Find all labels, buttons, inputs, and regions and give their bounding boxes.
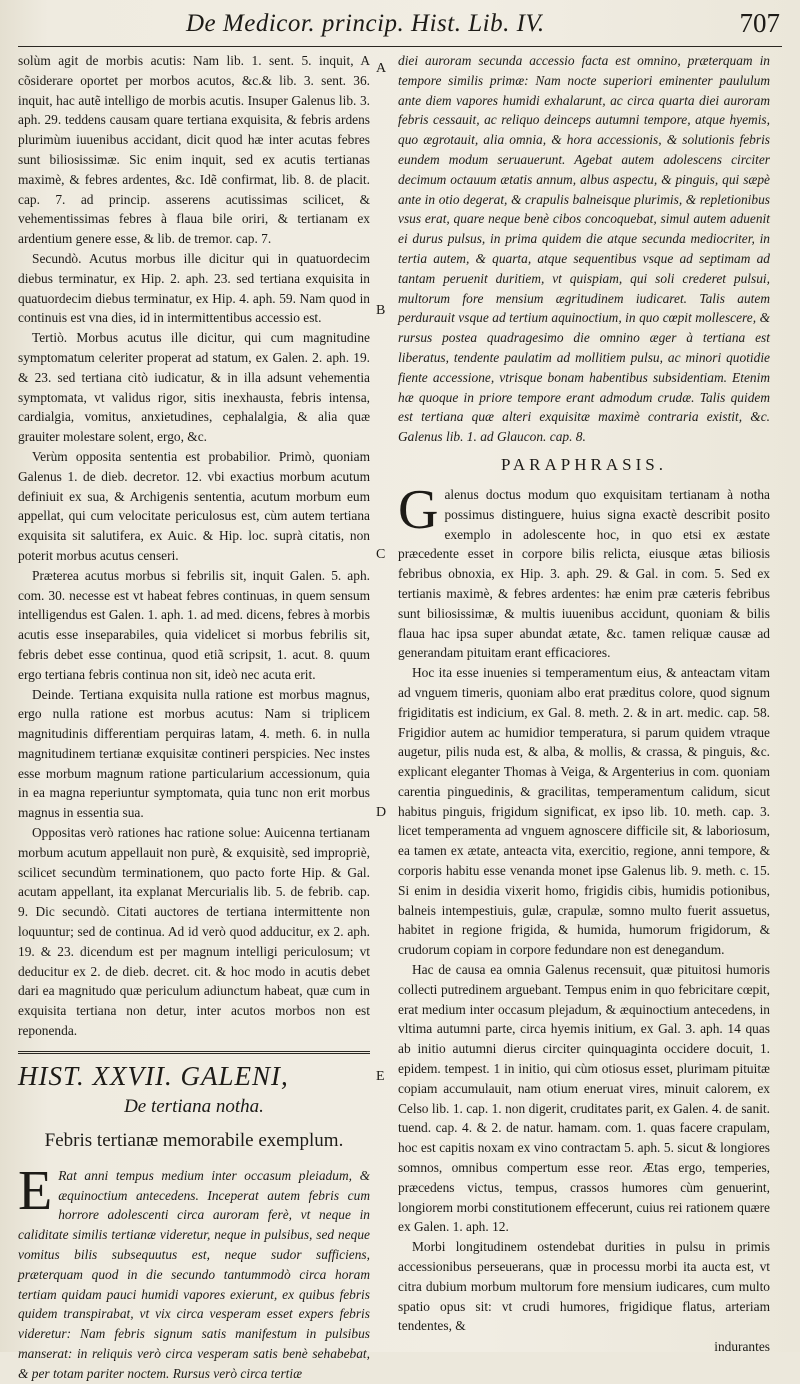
body-paragraph: diei auroram secunda accessio facta est omnino, præterquam in tempore similis primæ: Nam nocte superiori eminenter paululum ante diem vapores humidi exhalarunt, ac circa quarta diei auroram febris cessauit, ac reliquo deinceps autumni tempore, atque hyemis, quo ægrotauit, alia omnia, & hora accessionis, & solutionis febris eundem modum seruauerunt. Agebat autem adolescens circiter decimum octauum ætatis annum, albus aspectu, & pinguis, qui sæpè ante in otio degerat, & crapulis balneisque plurimis, & repletionibus vsus erat, quare neque benè cibos concoquebat, simul autem aduenit ei durus pulsus, in prima quidem die atque secunda mediocriter, in tertia autem, & quarta, atque sequentibus vsque ad septimam ad tantam peruenit duritiem, vt quispiam, qui soli crederet pulsui, multorum fore mensium ægritudinem iudicaret. Talis autem perdurauit vsque ad tertium aquinoctium, in quo cœpit mollescere, & rursus postea quadragesimo die omnino æger à tertiana est liberatus, tendente paulatim ad mollitiem pulsu, ac minori quotidie fiente accessione, vtrisque bonam habentibus subsidentiam. Etenim hæ quoque in priore tempore erant admodum crudæ. Talis quidem est tertiana quæ alteri exquisitæ maximè contraria existit, &c. Galenus lib. 1. ad Glaucon. cap. 8. — [398, 53, 770, 445]
history-title: HIST. XXVII. GALENI, — [18, 1060, 289, 1091]
body-paragraph: Hoc ita esse inuenies si temperamentum eius, & anteactam vitam ad vnguem timeris, quoniam albo erat præditus colore, quod signum frigiditatis est indicium, ex Gal. 8. meth. 2. & in art. medic. cap. 58. Frigidior autem ac humidior temperatura, si parum quidem vtraque augetur, pilis nuda est, & alba, & mollis, & crassa, & pinguis, &c. explicant eleganter Thomas à Veiga, & Argenterius in com. quoniam carentia pinguedinis, & gracilitas, temperamentum calidum, sicut habitus pinguis, frigidum significat, ex ipso lib. 10. meth. cap. 3. licet temperamenta ad vnguem agnoscere difficile sit, & laboriosum, ea tamen ex ætate, anteacta vita, exercitio, regione, anni tempore, & corporis habitu esse venanda monet ipse Galenus lib. 9. meth. c. 15. Si enim in desidia vixerit homo, frigidis cibis, humidis potionibus, balneis intempestiuis, gulæ, crapulæ, somno multo fuerit assuetus, habitet in regione frigida, & humida, humorum frigidorum, & crudorum copiam in corpore fedundare non est denegandum. — [398, 665, 770, 958]
body-paragraph: alenus doctus modum quo exquisitam tertianam à notha possimus distinguere, huius signa exactè describit posito exemplo in adolescente hoc, in quo etsi ex æstate præcedente esset in corpore bilis relicta, eiusque ætas biliosis febribus obnoxia, ex Hip. 3. aph. 29. & Gal. in com. 5. Sed ex tertianis maximè, & febres ardentes: hæ enim præ cæteris febribus sunt biliosissimæ, & multis iuuenibus accidunt, quoniam & bilis flaua hac ipsa super abundat ætate, &c. tamen reliquæ causæ ad generandam pituitam erant efficaciores. — [398, 486, 770, 661]
body-paragraph: Morbi longitudinem ostendebat durities in pulsu in primis accessionibus perseuerans, quæ in processu morbi ita aucta est, vt citra dubium morbum multorum fore mensium iudicares, cum multo spatio opus sit: vt crudi humores, frigidique flatus, arteriam tendentes, & — [398, 1239, 770, 1334]
margin-letter-d: D — [376, 805, 387, 820]
body-paragraph: Oppositas verò rationes hac ratione solue: Auicenna tertianam morbum acutum appellauit non purè, & exquisitè, sed impropriè, scilicet secundùm terminationem, quo pacto forte Hip. & Gal. acutam appellant, ita explanat Mercurialis lib. 5. de febrib. cap. 9. Dic secundò. Citati auctores de tertiana intermittente non loquuntur; sed de continua. Ad id verò quod adducitur, ex 2. aph. 19. & 23. dicendum est per magnum intelligi periculosum; vt deducitur ex 2. de dieb. decret. cit. & hoc modo in acutis debet dari ea magnitudo quæ periculum adiunctum habeat, quæ cum in exquisita tertiana non detur, inter acutos morbos non est reponenda. — [18, 825, 370, 1039]
history-text — [18, 1159, 370, 1384]
body-paragraph: Tertiò. Morbus acutus ille dicitur, qui cum magnitudine symptomatum celeriter properat ad statum, ex Galen. 2. aph. 19. & 23. sed tertiana citò iudicatur, & in illa adsunt vehementia symptomata, vt validus rigor, sitis inexhausta, febris intensa, cardialgia, vomitus, anxietudines, cephalalgia, & alia quæ grauiter molestare solent, ergo, &c. — [18, 330, 370, 445]
left-column — [18, 51, 370, 1384]
catchword: indurantes — [714, 1339, 770, 1355]
body-paragraph: solùm agit de morbis acutis: Nam lib. 1. sent. 5. inquit, A cõsiderare oportet per morbos acutos, &c.& lib. 3. sent. 36. inquit, hac autẽ intelligo de morbis acutis. Insuper Galenus lib. 3. aph. 29. teddens causam quare tertiana exquisita, & febris ardens plurimùm iuuenibus accidant, dicit quod hæ inter acutas febres sunt biliosissimæ. Sic enim inquit, sed ex acutis tertianas maximè, & febres ardentes, &c. Idẽ confirmat, lib. 8. de placit. cap. 7. ad princip. asserens acutissimas scilicet, & vehementissimas febres à flaua bile oriri, & tertianam ex ardentium genere esse, & lib. de tremor. cap. 7. — [18, 53, 370, 247]
margin-letter-c: C — [376, 547, 386, 562]
example-title: Febris tertianæ memorabile exemplum. — [44, 1129, 344, 1151]
running-title: De Medicor. princip. Hist. Lib. IV. — [186, 10, 545, 37]
page-header — [18, 8, 782, 47]
drop-cap: G — [398, 478, 439, 541]
right-column — [398, 51, 770, 1384]
page-number: 707 — [739, 8, 780, 38]
body-paragraph: Deinde. Tertiana exquisita nulla ratione est morbus magnus, ergo nulla ratione est morbus acutus: Nam si triplicem magnitudinis differentiam perquiras latam, 4. meth. 6. in nulla magnitudinem tertianæ exquisitæ contineri perspicies. Nec instes esse morbum magnum ratione particularium accessionum, quia in ea magna reperiuntur symptomata, quia tunc non erit morbus magnus in essentia sua. — [18, 686, 370, 821]
history-subtitle: De tertiana notha. — [124, 1095, 264, 1117]
body-paragraph: Secundò. Acutus morbus ille dicitur qui in quatuordecim diebus terminatur, ex Hip. 2. aph. 23. sed tertiana exquisita in quatuordecim diebus terminatur, ex Hip. 4. aph. 59. Nam quod in continuis est vna dies, id in intermittentibus accessio est. — [18, 250, 370, 326]
margin-letter-a: A — [376, 61, 387, 76]
text-columns — [18, 51, 782, 1384]
paraphrasis-heading: PARAPHRASIS. — [501, 454, 667, 474]
body-paragraph: Verùm opposita sententia est probabilior. Primò, quoniam Galenus 1. de dieb. decretor. 12. vbi exactius morbum acutum definiuit ex sua, & Archigenis sententia, acutum morbum eum appellat, qui cum velocitate periculosus est, cùm autem tertiana exquisita sit salutifera, ex Auic. & Hip. loc. suprà citatis, non poterit morbus acutus censeri. — [18, 448, 370, 563]
history-paragraph: Rat anni tempus medium inter occasum pleiadum, & æquinoctium antecedens. Inceperat autem febris cum horrore adolescenti circa auroram ferè, vt neque in caliditate similis tertianæ videretur, neque in pulsibus, sed neque vomitus bilis subsequutus est, neque sudor sufficiens, præterquam quod in die secundo tantummodò circa horam tertiam quidam pauci humidi vapores exierunt, ex quibus febris quidem transpirabat, vt vix circa vesperam esset expers febris videretur: Nam febris signum satis manifestum in pulsibus manserat: in reliquis verò circa vesperam satis benè sehabebat, & per totam pariter noctem. Rursus verò circa tertiæ — [18, 1167, 370, 1381]
margin-letter-e: E — [376, 1069, 385, 1084]
section-rule — [18, 1051, 370, 1054]
body-paragraph: Præterea acutus morbus si febrilis sit, inquit Galen. 5. aph. com. 30. necesse est vt habeat febres continuas, in quem sensum intelligendus est Galen. 1. aph. 1. ad med. dicens, febres à morbis acutis esse inseparabiles, quia videlicet si morbus febrilis sit, febris debet esse continua, quod etiã scripsit, 1. acut. 8. quum ergo tertiana febris continua non sit, ideò nec acuta erit. — [18, 567, 370, 682]
margin-letters — [376, 51, 396, 1351]
paraphrasis-text — [398, 478, 770, 663]
body-paragraph: Hac de causa ea omnia Galenus recensuit, quæ pituitosi humoris collecti putredinem arguebant. Tempus enim in quo febricitare cœpit, erat medium inter occasum plejadum, & æquinoctium antecedens, in vltima autumni parte, circa hyemis initium, ex Gal. 3. aph. 14 quas ab initio autumni dierus circiter quinquaginta occidere docuit, 1. epidem. tempest. 1 in initio, qui cùm otiosus esset, plurimam pituitæ copiam accumulauit, nam otium eneruat vires, minuit calorem, ex Celso lib. 1. cap. 1. non digerit, cruditates parit, ex Galen. 4. de sanit. tuend. cap. 4. & 2. de natur. hamam. com. 1. quas facere crapulam, hoc est capitis noxam ex vino contractam 5. aph. 5. sicut & longiores somnos, omnibus compertum esse reor. Ætas ergo, temperies, præcedens victus, tempus, crassos humores cùm genuerint, longiorem morbi constitutionem effecerunt, cuius rei rationem quære ex Galen. 1. aph. 12. — [398, 962, 770, 1235]
drop-cap: E — [18, 1159, 53, 1222]
margin-letter-b: B — [376, 303, 386, 318]
